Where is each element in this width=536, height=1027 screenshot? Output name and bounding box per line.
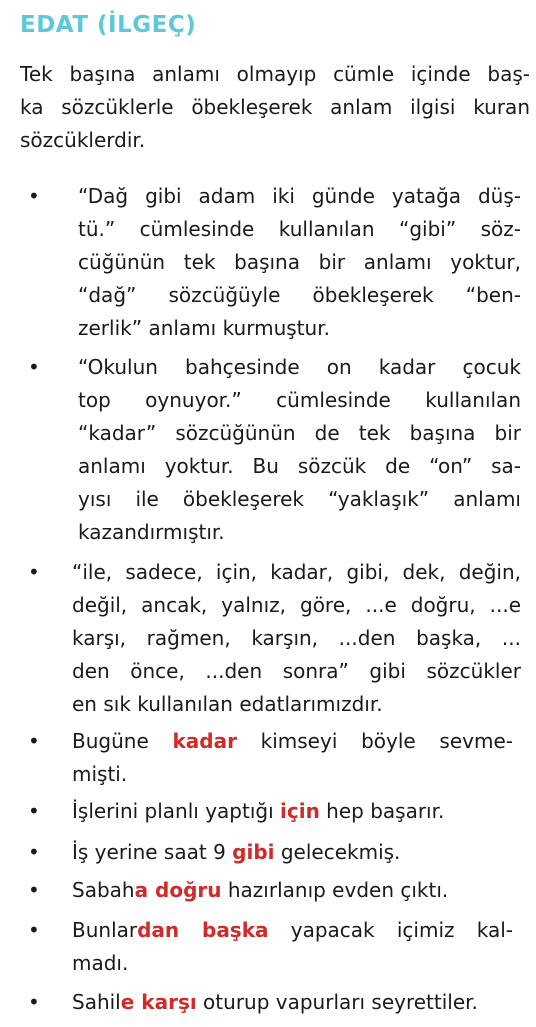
- highlighted-edat: için: [280, 799, 320, 823]
- item-line: [72, 725, 513, 758]
- item-text: İş yerine saat 9: [72, 840, 233, 864]
- list-item: [72, 725, 513, 791]
- list-item: [72, 556, 521, 721]
- highlighted-edat: a doğru: [134, 878, 222, 902]
- intro-line: ka sözcüklerle öbekleşerek anlam ilgisi kuran: [20, 95, 530, 119]
- bullet-marker: •: [28, 990, 40, 1014]
- item-line: [72, 795, 512, 828]
- item-text: Bugüne: [72, 729, 173, 753]
- item-line: [72, 836, 512, 869]
- item-text: hep başarır.: [319, 799, 445, 823]
- list-item: [72, 795, 512, 828]
- bullet-marker: •: [28, 840, 40, 864]
- highlighted-edat: dan başka: [137, 918, 269, 942]
- list-item: [78, 180, 521, 345]
- item-line: cüğünün tek başına bir anlamı yoktur,: [78, 250, 521, 274]
- item-line: değil, ancak, yalnız, göre, ...e doğru, ...e: [72, 593, 521, 617]
- item-line: en sık kullanılan edatlarımızdır.: [72, 692, 383, 716]
- item-text: kimseyi böyle sevme-: [236, 729, 513, 753]
- item-line: karşı, rağmen, karşın, ...den başka, ...: [72, 626, 521, 650]
- item-text: yapacak içimiz kal-: [268, 918, 513, 942]
- item-line: “ile, sadece, için, kadar, gibi, dek, değin,: [72, 560, 521, 584]
- intro-paragraph: [20, 58, 530, 157]
- list-item: [72, 836, 512, 869]
- list-item: [72, 986, 512, 1019]
- item-text: hazırlanıp evden çıktı.: [221, 878, 449, 902]
- bullet-marker: •: [28, 184, 40, 208]
- item-line: zerlik” anlamı kurmuştur.: [78, 316, 330, 340]
- item-line: “Okulun bahçesinde on kadar çocuk: [78, 355, 521, 379]
- bullet-marker: •: [28, 355, 40, 379]
- item-line: [72, 874, 512, 907]
- bullet-marker: •: [28, 799, 40, 823]
- item-line: “kadar” sözcüğünün de tek başına bir: [78, 421, 521, 445]
- highlighted-edat: gibi: [232, 840, 275, 864]
- item-line: anlamı yoktur. Bu sözcük de “on” sa-: [78, 454, 521, 478]
- item-text: Bunlar: [72, 918, 138, 942]
- item-line: kazandırmıştır.: [78, 520, 225, 544]
- item-line: [72, 986, 512, 1019]
- item-text: Sahil: [72, 990, 121, 1014]
- item-line: yısı ile öbekleşerek “yaklaşık” anlamı: [78, 487, 521, 511]
- list-item: [72, 874, 512, 907]
- item-text: oturup vapurları seyrettiler.: [196, 990, 478, 1014]
- item-line: top oynuyor.” cümlesinde kullanılan: [78, 388, 521, 412]
- item-text: gelecekmiş.: [274, 840, 401, 864]
- highlighted-edat: e karşı: [120, 990, 197, 1014]
- intro-line: sözcüklerdir.: [20, 128, 146, 152]
- bullet-marker: •: [28, 560, 40, 584]
- item-line: mişti.: [72, 762, 128, 786]
- item-line: “dağ” sözcüğüyle öbekleşerek “ben-: [78, 283, 521, 307]
- item-text: İşlerini planlı yaptığı: [72, 799, 280, 823]
- intro-line: Tek başına anlamı olmayıp cümle içinde baş-: [20, 62, 530, 86]
- bullet-marker: •: [28, 918, 40, 942]
- item-line: [72, 914, 513, 947]
- item-text: Sabah: [72, 878, 135, 902]
- bullet-marker: •: [28, 729, 40, 753]
- list-item: [72, 914, 513, 980]
- page-title: EDAT (İLGEÇ): [20, 12, 197, 38]
- item-line: madı.: [72, 951, 129, 975]
- bullet-marker: •: [28, 878, 40, 902]
- item-line: “Dağ gibi adam iki günde yatağa düş-: [78, 184, 521, 208]
- highlighted-edat: kadar: [172, 729, 237, 753]
- list-item: [78, 351, 521, 549]
- item-line: tü.” cümlesinde kullanılan “gibi” söz-: [78, 217, 521, 241]
- item-line: den önce, ...den sonra” gibi sözcükler: [72, 659, 521, 683]
